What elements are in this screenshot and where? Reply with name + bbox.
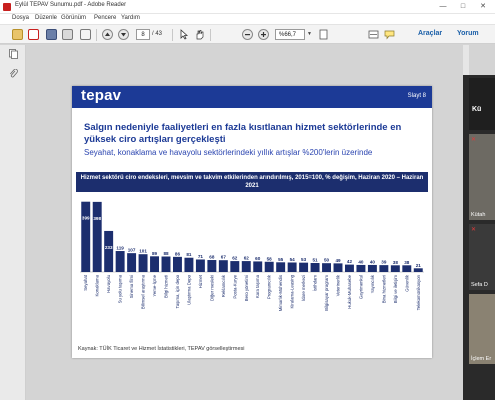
bar-value-label-2: 233: [104, 244, 113, 250]
bar-28: [402, 265, 411, 272]
bar-22: [334, 263, 343, 272]
menu-pencere[interactable]: Pencere: [94, 15, 117, 21]
title-bar: [0, 0, 495, 14]
comment-icon[interactable]: [384, 29, 395, 40]
category-label-15: Kara taşıma: [255, 275, 261, 299]
video-tile[interactable]: [469, 78, 495, 130]
bar-11: [207, 260, 216, 272]
source-note: Kaynak: TÜİK Ticaret ve Hizmet İstatistikleri, TEPAV görselleştirmesi: [78, 346, 245, 352]
bar-4: [127, 253, 136, 272]
category-label-17: Mimarlık-Mühendis: [278, 275, 284, 312]
email-icon[interactable]: [80, 29, 91, 40]
category-label-6: Yeme-İçme: [152, 275, 158, 297]
bar-15: [253, 261, 262, 272]
bar-value-label-13: 62: [232, 255, 238, 261]
bar-7: [162, 257, 171, 273]
bar-value-label-21: 50: [323, 257, 330, 263]
pages-icon[interactable]: [9, 49, 18, 59]
bar-value-label-3: 119: [116, 245, 124, 251]
page-total: / 43: [152, 31, 163, 37]
category-label-10: Hizmet: [197, 275, 203, 289]
menu-duzenle[interactable]: Düzenle: [35, 15, 58, 21]
video-tile[interactable]: [469, 134, 495, 220]
bar-6: [150, 256, 159, 272]
category-label-29: Telekomünikasyon: [415, 275, 421, 311]
bar-value-label-9: 81: [186, 252, 192, 258]
bar-value-label-5: 101: [139, 248, 147, 254]
bar-21: [322, 263, 331, 272]
bar-value-label-24: 40: [358, 259, 364, 265]
category-label-25: Yayıncılık: [369, 275, 375, 294]
comment-button[interactable]: Yorum: [457, 30, 479, 37]
category-label-24: Gayrimenkul: [358, 275, 364, 300]
zoom-dropdown-icon[interactable]: ▼: [307, 31, 312, 37]
bar-12: [219, 260, 228, 272]
bar-0: [81, 202, 90, 272]
category-label-16: Programcılık: [266, 275, 272, 300]
save-icon[interactable]: [46, 29, 57, 40]
category-label-12: Reklamcılık: [220, 275, 226, 298]
print-icon[interactable]: [62, 29, 73, 40]
mic-muted-icon: ✕: [471, 227, 477, 233]
close-button[interactable]: ✕: [480, 3, 486, 10]
select-cursor-icon[interactable]: [178, 29, 189, 40]
minimize-button[interactable]: —: [439, 3, 447, 10]
bar-3: [116, 251, 125, 272]
category-label-5: Bilimsel araştırma: [140, 275, 146, 310]
attachments-icon[interactable]: [9, 69, 18, 79]
bar-value-label-11: 68: [209, 254, 215, 260]
bar-value-label-1: 398: [93, 215, 102, 221]
bar-value-label-15: 60: [255, 255, 261, 261]
bar-16: [265, 262, 274, 272]
zoom-level-input[interactable]: %66,7: [275, 29, 305, 40]
bar-value-label-7: 88: [163, 251, 169, 256]
fit-page-icon[interactable]: [318, 29, 329, 40]
category-label-19: İdare merkezi: [301, 275, 307, 302]
participant-name: İçlem Er: [471, 356, 492, 362]
bar-10: [196, 259, 205, 272]
bar-value-label-12: 67: [220, 254, 226, 260]
maximize-button[interactable]: □: [460, 3, 466, 10]
video-tile[interactable]: [469, 294, 495, 364]
bar-value-label-27: 38: [392, 259, 398, 265]
bar-26: [379, 265, 388, 272]
bar-14: [242, 261, 251, 272]
bar-19: [299, 263, 308, 272]
mic-muted-icon: ✕: [471, 137, 477, 143]
toolbar-separator: [96, 29, 97, 41]
bar-8: [173, 257, 182, 272]
category-label-27: Bilgi ve iletişim: [392, 275, 398, 304]
navigation-panel: [0, 45, 26, 400]
bar-value-label-23: 42: [346, 259, 353, 265]
zoom-out-icon[interactable]: [242, 29, 253, 40]
bar-value-label-10: 71: [197, 253, 203, 259]
video-tile[interactable]: [469, 224, 495, 290]
bar-value-label-22: 49: [335, 257, 341, 263]
bar-value-label-19: 53: [301, 257, 307, 263]
participant-name: Kütah: [471, 212, 486, 218]
bar-value-label-28: 38: [404, 259, 410, 265]
next-page-icon[interactable]: [118, 29, 129, 40]
bar-value-label-20: 51: [312, 257, 318, 263]
slide-number: Slayt 8: [407, 93, 426, 99]
bar-value-label-18: 54: [289, 256, 295, 262]
category-label-22: Veterinerlik: [335, 275, 341, 297]
category-label-1: Konaklama: [94, 275, 100, 297]
category-label-20: İstihdam: [312, 275, 318, 292]
category-label-3: Su yolu taşıma: [117, 275, 123, 304]
participant-name: Kü: [472, 106, 482, 113]
bar-27: [391, 265, 400, 272]
bar-5: [139, 254, 148, 272]
hand-icon[interactable]: [194, 29, 205, 40]
bar-1: [93, 202, 102, 272]
bar-24: [356, 265, 365, 272]
menu-yardim[interactable]: Yardım: [121, 15, 140, 21]
page-number-input[interactable]: 8: [136, 29, 150, 40]
category-label-13: Posta-Kurye: [232, 275, 238, 299]
slide-headline: Salgın nedeniyle faaliyetleri en fazla kısıtlanan hizmet sektörlerinde en yüksek ciro artışları gerçekleşti: [84, 122, 402, 145]
bar-value-label-0: 399: [81, 215, 90, 221]
category-label-18: Kiralama-Leasing: [289, 275, 295, 309]
bar-23: [345, 265, 354, 272]
category-label-11: Diğer mesleki: [209, 275, 215, 302]
open-icon[interactable]: [12, 29, 23, 40]
category-label-9: Ulaştırma Depo: [186, 275, 192, 305]
menu-gorunum[interactable]: Görünüm: [61, 15, 87, 21]
bar-value-label-17: 55: [278, 256, 284, 262]
menu-bar: [0, 14, 495, 24]
chart-title-band: [76, 172, 428, 192]
pdf-page-slide: [72, 86, 432, 358]
zoom-in-icon[interactable]: [258, 29, 269, 40]
toolbar-separator: [210, 29, 211, 41]
bar-20: [311, 263, 320, 272]
category-label-4: Sinema filmi: [129, 275, 135, 299]
toolbar-separator: [172, 29, 173, 41]
bar-value-label-16: 58: [266, 256, 272, 262]
category-label-28: Güvenlik: [404, 275, 410, 292]
participant-name: Sefa D: [471, 282, 488, 288]
window-title: Eylül TEPAV Sunumu.pdf - Adobe Reader: [15, 2, 127, 8]
slide-subheadline: Seyahat, konaklama ve havayolu sektörlerindeki yıllık artışlar %200'lerin üzerinde: [84, 148, 373, 157]
bar-29: [414, 268, 423, 272]
menu-dosya[interactable]: Dosya: [12, 15, 30, 21]
bar-value-label-6: 89: [151, 250, 158, 256]
adobe-reader-icon: [3, 3, 11, 11]
tepav-logo: tepav: [81, 87, 122, 104]
bar-value-label-14: 62: [243, 255, 249, 261]
slide-header: [72, 86, 432, 108]
bar-chart: [72, 194, 432, 346]
category-label-7: Bilgi hizmeti: [163, 275, 169, 298]
bar-17: [276, 262, 285, 272]
category-label-23: Hukuk-Muhasebe: [346, 275, 352, 309]
chart-title: Hizmet sektörü ciro endeksleri, mevsim ve takvim etkilerinden arındırılmış, 2015=100, % değişim, Haziran 2020 – Haziran 2021: [80, 175, 424, 189]
bar-9: [184, 258, 193, 272]
bar-value-label-26: 39: [381, 259, 387, 265]
category-label-14: Bero yönetimi: [243, 275, 249, 302]
category-label-26: Bina hizmetleri: [381, 275, 387, 304]
prev-page-icon[interactable]: [102, 29, 113, 40]
bar-value-label-29: 21: [415, 262, 421, 268]
bar-25: [368, 265, 377, 272]
bar-2: [104, 231, 113, 272]
bar-value-label-8: 86: [174, 251, 181, 257]
bar-value-label-4: 107: [127, 247, 136, 253]
category-label-2: Havayolu: [106, 275, 112, 293]
create-pdf-icon[interactable]: [28, 29, 39, 40]
bar-13: [230, 261, 239, 272]
fit-width-icon[interactable]: [368, 29, 379, 40]
category-label-8: Taşıma, için depo: [174, 275, 180, 309]
toolbar: [0, 24, 495, 44]
tools-button[interactable]: Araçlar: [418, 30, 443, 37]
category-label-21: Bilgisayar program: [324, 275, 330, 311]
bar-18: [288, 262, 297, 272]
bar-value-label-25: 40: [369, 259, 375, 265]
category-label-0: Seyahat: [83, 275, 89, 291]
